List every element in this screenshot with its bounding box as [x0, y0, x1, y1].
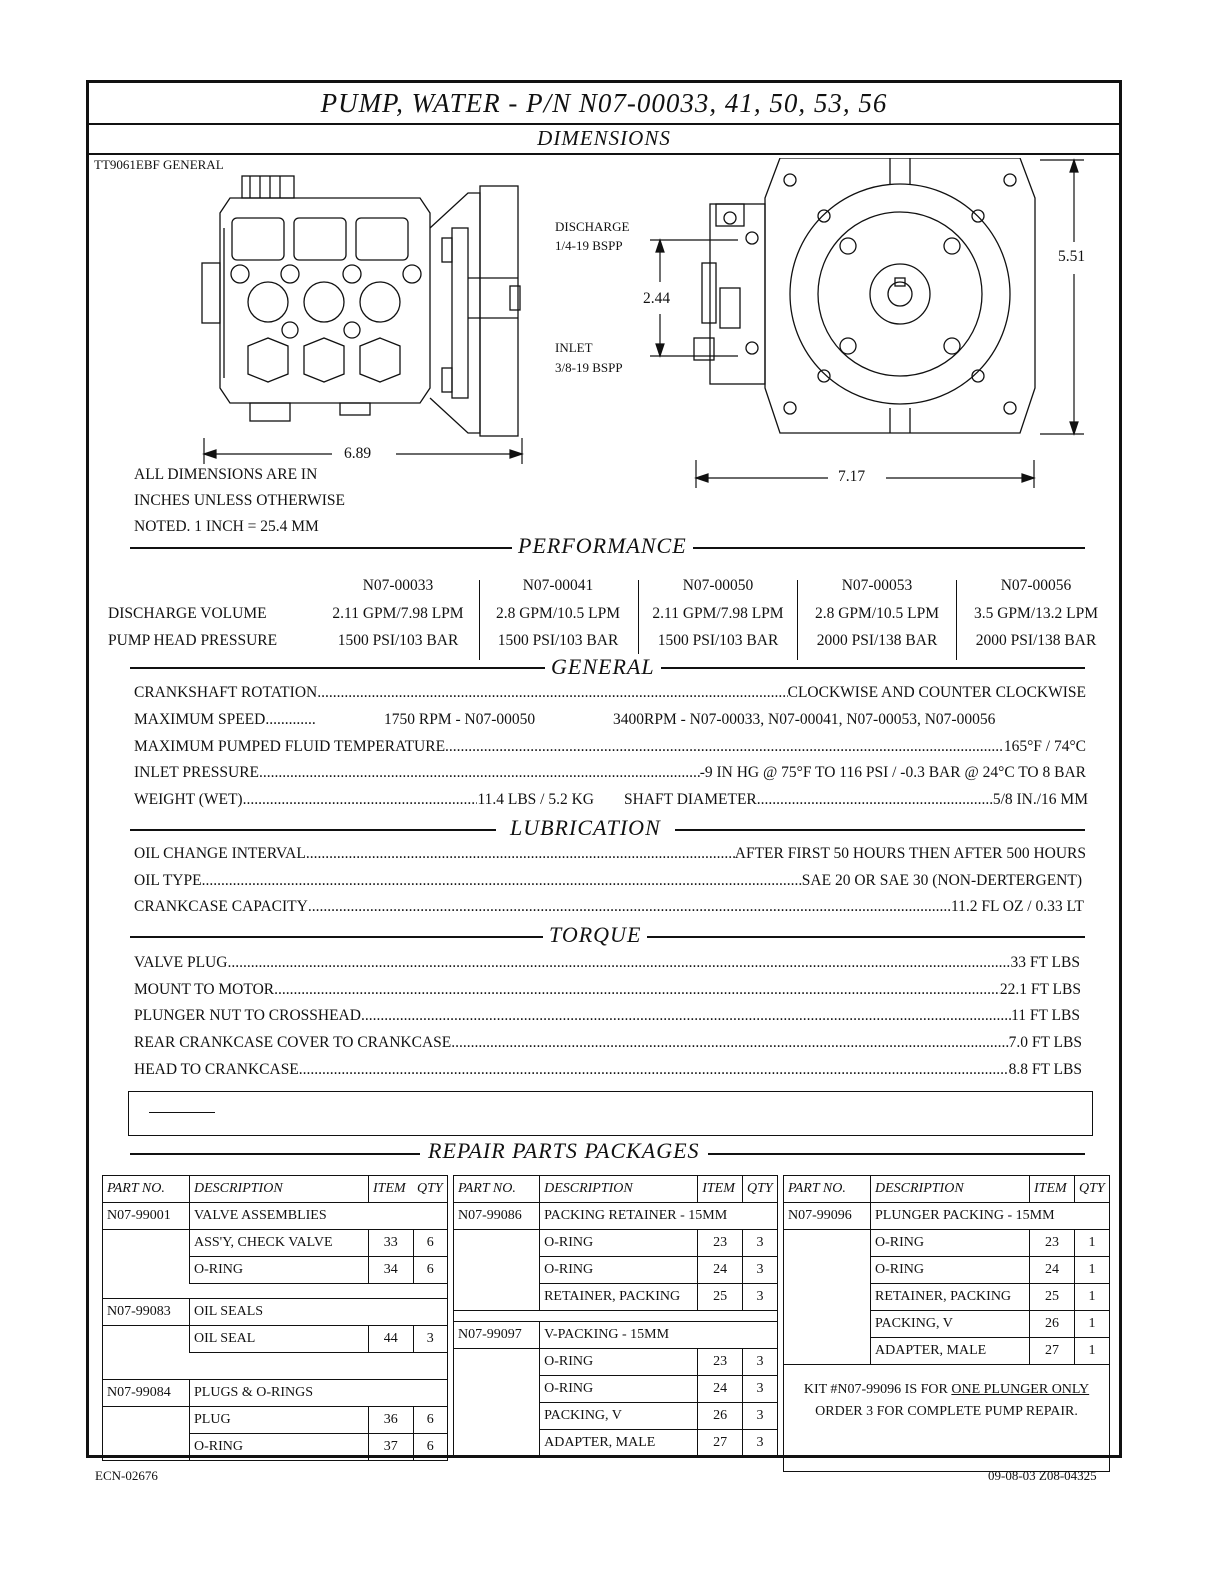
dim-port-spacing: 2.44 — [643, 290, 671, 307]
item-qty: 6 — [413, 1434, 448, 1461]
item-qty: 3 — [742, 1430, 777, 1457]
leader-dots — [451, 1034, 1008, 1052]
weight-label: WEIGHT (WET) — [134, 791, 243, 808]
item-no: 44 — [369, 1326, 414, 1353]
discharge-thread: 1/4-19 BSPP — [555, 238, 623, 253]
inlet-thread: 3/8-19 BSPP — [555, 360, 623, 375]
blank-cell — [454, 1230, 540, 1311]
perf-cell: 1500 PSI/103 BAR — [337, 632, 459, 649]
lube-label: OIL TYPE — [134, 872, 202, 889]
item-qty: 3 — [742, 1230, 777, 1257]
perf-cell: 2.11 GPM/7.98 LPM — [652, 605, 784, 622]
item-desc: PACKING, V — [540, 1403, 698, 1430]
weight-row — [134, 791, 594, 809]
perf-cell: 1500 PSI/103 BAR — [657, 632, 779, 649]
model-header: N07-00056 — [1000, 577, 1072, 594]
item-qty: 3 — [742, 1349, 777, 1376]
torque-row — [134, 1007, 1080, 1025]
item-desc: O-RING — [540, 1230, 698, 1257]
blank-cell — [103, 1326, 190, 1353]
kit-part-no: N07-99083 — [103, 1299, 190, 1326]
col-desc-header: DESCRIPTION — [540, 1176, 698, 1203]
item-desc: O-RING — [871, 1257, 1030, 1284]
note-line-3: NOTED. 1 INCH = 25.4 MM — [134, 518, 319, 535]
col-qty-header: QTY — [413, 1176, 448, 1203]
perf-cell: 2.8 GPM/10.5 LPM — [814, 605, 940, 622]
crankshaft-label: CRANKSHAFT ROTATION — [134, 684, 318, 701]
kit-part-no: N07-99086 — [454, 1203, 540, 1230]
torque-row — [134, 981, 1081, 999]
kit-description: PLUGS & O-RINGS — [190, 1380, 448, 1407]
item-no: 24 — [1030, 1257, 1075, 1284]
leader-dots — [259, 764, 700, 782]
perf-row-label: PUMP HEAD PRESSURE — [108, 632, 278, 649]
spacer-row — [454, 1311, 778, 1322]
spacer-row — [103, 1284, 448, 1299]
leader-dots — [361, 1007, 1011, 1025]
item-desc: O-RING — [871, 1230, 1030, 1257]
item-desc: ASS'Y, CHECK VALVE — [190, 1230, 369, 1257]
kit-part-no: N07-99001 — [103, 1203, 190, 1230]
lube-label: CRANKCASE CAPACITY — [134, 898, 308, 915]
item-no: 23 — [1030, 1230, 1075, 1257]
crankshaft-value: CLOCKWISE AND COUNTER CLOCKWISE — [787, 684, 1086, 701]
item-desc: O-RING — [190, 1434, 369, 1461]
footer-ecn: ECN-02676 — [95, 1468, 158, 1483]
repair-table-2 — [453, 1175, 778, 1457]
perf-cell: 3.5 GPM/13.2 LPM — [973, 605, 1099, 622]
model-header: N07-00041 — [522, 577, 594, 594]
col-part-header: PART NO. — [454, 1176, 540, 1203]
item-no: 25 — [698, 1284, 743, 1311]
kit-description: PACKING RETAINER - 15MM — [540, 1203, 778, 1230]
item-qty: 6 — [413, 1230, 448, 1257]
item-no: 26 — [698, 1403, 743, 1430]
leader-dots — [317, 684, 787, 702]
height-dimension — [1040, 158, 1090, 438]
lube-row — [134, 872, 1082, 890]
item-no: 33 — [369, 1230, 414, 1257]
item-qty: 3 — [413, 1326, 448, 1353]
leader-dots — [227, 954, 1010, 972]
page-title: PUMP, WATER - P/N N07-00033, 41, 50, 53, 56 — [89, 83, 1119, 125]
col-item-header: ITEM — [369, 1176, 414, 1203]
kit-note-a: KIT #N07-99096 IS FOR — [803, 1382, 952, 1397]
item-qty: 3 — [742, 1284, 777, 1311]
torque-value: 8.8 FT LBS — [1008, 1061, 1082, 1078]
repair-table-3 — [783, 1175, 1110, 1472]
perf-cell: 1500 PSI/103 BAR — [497, 632, 619, 649]
blank-cell — [454, 1349, 540, 1457]
leader-dots — [308, 898, 951, 916]
item-no: 23 — [698, 1349, 743, 1376]
torque-row — [134, 1061, 1082, 1079]
model-header: N07-00033 — [362, 577, 434, 594]
dim-height: 5.51 — [1058, 248, 1086, 265]
item-qty: 6 — [413, 1257, 448, 1284]
item-qty: 1 — [1075, 1338, 1110, 1365]
notes-box-rule — [149, 1112, 215, 1113]
leader-dots — [299, 1061, 1009, 1079]
item-desc: O-RING — [540, 1376, 698, 1403]
shaft-value: 5/8 IN./16 MM — [992, 791, 1088, 808]
blank-cell — [103, 1230, 190, 1284]
leader-dots — [445, 738, 1004, 756]
torque-label: REAR CRANKCASE COVER TO CRANKCASE — [134, 1034, 452, 1051]
torque-row — [134, 1034, 1082, 1052]
item-desc: ADAPTER, MALE — [540, 1430, 698, 1457]
inlet-label: INLET — [555, 340, 593, 355]
lubrication-header: LUBRICATION — [496, 815, 675, 841]
leader-dots — [306, 845, 735, 863]
kit-note-b: ORDER 3 FOR COMPLETE PUMP REPAIR. — [815, 1404, 1078, 1419]
item-no: 27 — [1030, 1338, 1075, 1365]
blank-cell — [103, 1407, 190, 1461]
col-part-header: PART NO. — [103, 1176, 190, 1203]
dim-width-right: 7.17 — [838, 468, 866, 485]
pump-front-view-drawing — [190, 168, 540, 468]
perf-cell: 2.8 GPM/10.5 LPM — [495, 605, 621, 622]
lube-value: 11.2 FL OZ / 0.33 LT — [950, 898, 1084, 915]
note-line-1: ALL DIMENSIONS ARE IN — [134, 466, 318, 483]
item-desc: OIL SEAL — [190, 1326, 369, 1353]
general-header: GENERAL — [545, 654, 661, 680]
port-spacing-dimension — [620, 232, 740, 362]
torque-value: 11 FT LBS — [1011, 1007, 1080, 1024]
spacer-row — [103, 1353, 448, 1380]
torque-header: TORQUE — [543, 922, 647, 948]
item-qty: 1 — [1075, 1284, 1110, 1311]
item-no: 34 — [369, 1257, 414, 1284]
col-desc-header: DESCRIPTION — [190, 1176, 369, 1203]
note-line-2: INCHES UNLESS OTHERWISE — [134, 492, 345, 509]
inlet-pressure-value: -9 IN HG @ 75°F TO 116 PSI / -0.3 BAR @ 24°C TO 8 BAR — [699, 764, 1086, 781]
perf-cell: 2000 PSI/138 BAR — [816, 632, 938, 649]
kit-description: PLUNGER PACKING - 15MM — [871, 1203, 1110, 1230]
kit-description: OIL SEALS — [190, 1299, 448, 1326]
col-item-header: ITEM — [698, 1176, 743, 1203]
col-qty-header: QTY — [1075, 1176, 1110, 1203]
torque-label: PLUNGER NUT TO CROSSHEAD — [134, 1007, 361, 1024]
crankshaft-row — [134, 684, 1086, 702]
max-speed-label: MAXIMUM SPEED............. — [134, 711, 316, 728]
width-dimension-right — [694, 460, 1039, 490]
item-no: 24 — [698, 1376, 743, 1403]
torque-value: 33 FT LBS — [1010, 954, 1080, 971]
item-no: 25 — [1030, 1284, 1075, 1311]
discharge-label: DISCHARGE — [555, 219, 630, 234]
leader-dots — [202, 872, 802, 890]
item-qty: 3 — [742, 1403, 777, 1430]
item-no: 36 — [369, 1407, 414, 1434]
dim-width-left: 6.89 — [344, 445, 372, 462]
item-qty: 1 — [1075, 1230, 1110, 1257]
model-header: N07-00050 — [682, 577, 754, 594]
repair-header: REPAIR PARTS PACKAGES — [420, 1138, 708, 1164]
kit-part-no: N07-99084 — [103, 1380, 190, 1407]
torque-value: 7.0 FT LBS — [1008, 1034, 1082, 1051]
torque-label: HEAD TO CRANKCASE — [134, 1061, 299, 1078]
item-desc: PACKING, V — [871, 1311, 1030, 1338]
item-desc: O-RING — [540, 1257, 698, 1284]
item-qty: 3 — [742, 1257, 777, 1284]
lube-row — [134, 845, 1086, 863]
performance-header: PERFORMANCE — [512, 533, 693, 559]
dimensions-header: DIMENSIONS — [89, 123, 1119, 155]
item-no: 27 — [698, 1430, 743, 1457]
item-qty: 1 — [1075, 1311, 1110, 1338]
item-desc: ADAPTER, MALE — [871, 1338, 1030, 1365]
item-qty: 1 — [1075, 1257, 1110, 1284]
perf-row-label: DISCHARGE VOLUME — [108, 605, 267, 622]
torque-value: 22.1 FT LBS — [999, 981, 1081, 998]
item-desc: PLUG — [190, 1407, 369, 1434]
drawing-reference: TT9061EBF GENERAL — [94, 157, 224, 172]
inlet-pressure-label: INLET PRESSURE — [134, 764, 260, 781]
kit-part-no: N07-99096 — [784, 1203, 871, 1230]
item-qty: 3 — [742, 1376, 777, 1403]
item-desc: O-RING — [190, 1257, 369, 1284]
leader-dots — [274, 981, 1000, 999]
model-header: N07-00053 — [841, 577, 913, 594]
item-no: 23 — [698, 1230, 743, 1257]
footer-drawing-no: 09-08-03 Z08-04325 — [988, 1468, 1097, 1483]
kit-note-underlined: ONE PLUNGER ONLY — [951, 1382, 1090, 1397]
item-desc: RETAINER, PACKING — [871, 1284, 1030, 1311]
notes-box — [128, 1091, 1093, 1136]
perf-cell: 2000 PSI/138 BAR — [975, 632, 1097, 649]
lube-label: OIL CHANGE INTERVAL — [134, 845, 306, 862]
temperature-label: MAXIMUM PUMPED FLUID TEMPERATURE — [134, 738, 446, 755]
torque-label: MOUNT TO MOTOR — [134, 981, 275, 998]
shaft-label: SHAFT DIAMETER — [624, 791, 757, 808]
lube-value: AFTER FIRST 50 HOURS THEN AFTER 500 HOURS — [734, 845, 1086, 862]
item-desc: RETAINER, PACKING — [540, 1284, 698, 1311]
kit-note-cell — [784, 1365, 1110, 1472]
kit-description: VALVE ASSEMBLIES — [190, 1203, 448, 1230]
repair-table-1 — [102, 1175, 448, 1461]
lube-value: SAE 20 OR SAE 30 (NON-DERTERGENT) — [801, 872, 1082, 889]
max-speed-a: 1750 RPM - N07-00050 — [384, 711, 536, 728]
perf-cell: 2.11 GPM/7.98 LPM — [332, 605, 464, 622]
max-speed-b: 3400RPM - N07-00033, N07-00041, N07-00053, N07-00056 — [613, 711, 996, 728]
temperature-row — [134, 738, 1086, 756]
inlet-pressure-row — [134, 764, 1086, 782]
lube-row — [134, 898, 1084, 916]
col-desc-header: DESCRIPTION — [871, 1176, 1030, 1203]
shaft-row — [624, 791, 1088, 809]
kit-description: V-PACKING - 15MM — [540, 1322, 778, 1349]
item-no: 26 — [1030, 1311, 1075, 1338]
item-no: 37 — [369, 1434, 414, 1461]
col-part-header: PART NO. — [784, 1176, 871, 1203]
leader-dots — [757, 791, 993, 809]
torque-row — [134, 954, 1080, 972]
weight-value: 11.4 LBS / 5.2 KG — [477, 791, 594, 808]
pump-side-view-drawing — [690, 158, 1040, 448]
item-desc: O-RING — [540, 1349, 698, 1376]
blank-cell — [784, 1230, 871, 1365]
item-qty: 6 — [413, 1407, 448, 1434]
col-item-header: ITEM — [1030, 1176, 1075, 1203]
col-qty-header: QTY — [742, 1176, 777, 1203]
leader-dots — [243, 791, 478, 809]
torque-label: VALVE PLUG — [134, 954, 228, 971]
temperature-value: 165°F / 74°C — [1003, 738, 1086, 755]
kit-part-no: N07-99097 — [454, 1322, 540, 1349]
item-no: 24 — [698, 1257, 743, 1284]
